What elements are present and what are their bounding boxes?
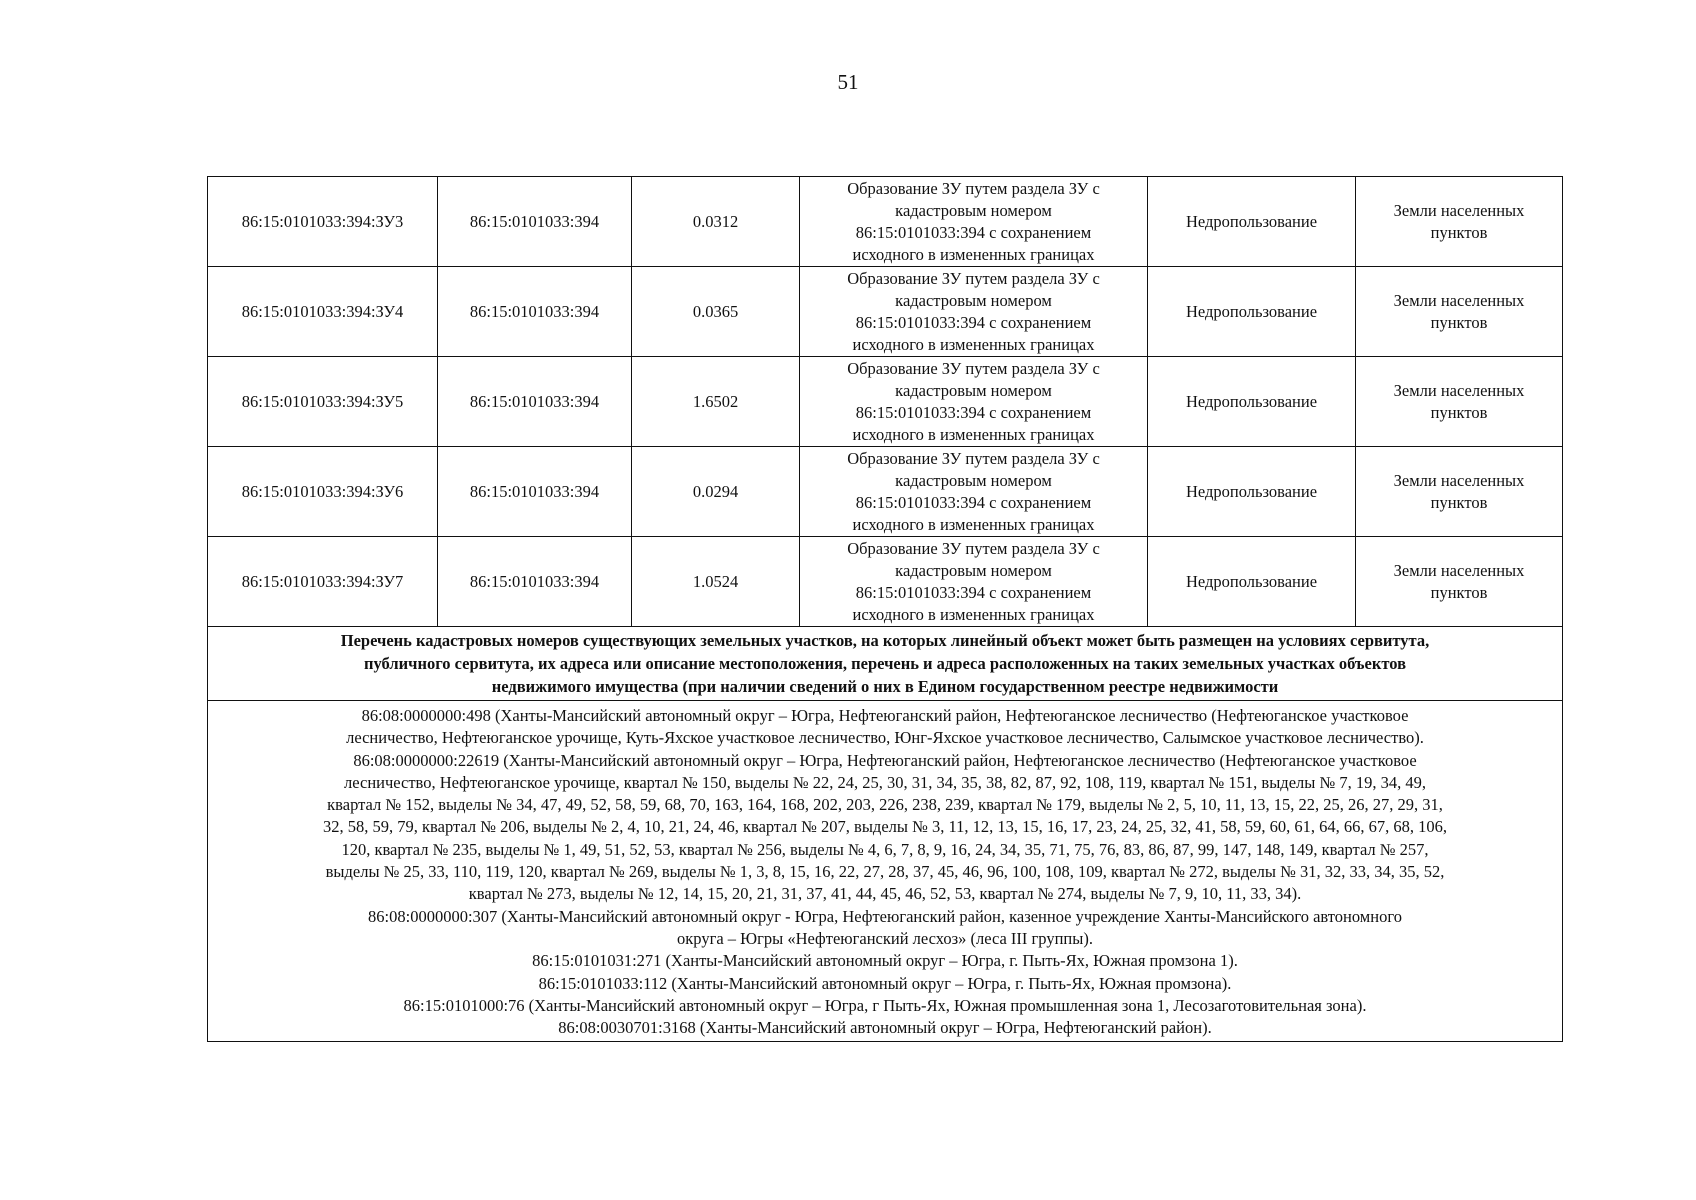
land-category: Земли населенных пунктов: [1356, 267, 1563, 357]
new-plot-number: 86:15:0101033:394:ЗУ3: [208, 177, 438, 267]
land-category: Земли населенных пунктов: [1356, 177, 1563, 267]
servitude-list-row: [208, 701, 1563, 1042]
formation-method-line: исходного в измененных границах: [852, 604, 1095, 624]
servitude-heading: [208, 627, 1563, 701]
land-plot-row: [208, 357, 1563, 447]
formation-method-line: кадастровым номером: [895, 380, 1052, 400]
permitted-use: Недропользование: [1148, 177, 1356, 267]
new-plot-number: 86:15:0101033:394:ЗУ7: [208, 537, 438, 627]
land-plot-row: [208, 267, 1563, 357]
land-plots-table: [207, 176, 1563, 1042]
new-plot-number: 86:15:0101033:394:ЗУ4: [208, 267, 438, 357]
land-plot-row: [208, 447, 1563, 537]
plot-area: 1.0524: [632, 537, 800, 627]
formation-method-line: кадастровым номером: [895, 200, 1052, 220]
servitude-list-line: лесничество, Нефтеюганское урочище, квартал № 150, выделы № 22, 24, 25, 30, 31, 34, 35, 38, 82, 87, 92, 108, 119, квартал № 151, выделы № 7, 19, 34, 49,: [344, 772, 1426, 792]
formation-method-line: кадастровым номером: [895, 290, 1052, 310]
servitude-list-line: 86:15:0101031:271 (Ханты-Мансийский автономный округ – Югра, г. Пыть-Ях, Южная промзона 1).: [532, 951, 1238, 971]
permitted-use: Недропользование: [1148, 267, 1356, 357]
source-plot-number: 86:15:0101033:394: [438, 267, 632, 357]
servitude-list-line: квартал № 152, выделы № 34, 47, 49, 52, 58, 59, 68, 70, 163, 164, 168, 202, 203, 226, 238, 239, квартал № 179, выделы № 2, 5, 10, 11, 13, 15, 22, 25, 26, 27, 29, 31,: [327, 795, 1443, 815]
formation-method: [800, 447, 1148, 537]
servitude-list-line: округа – Югры «Нефтеюганский лесхоз» (леса III группы).: [677, 928, 1093, 948]
land-category: Земли населенных пунктов: [1356, 537, 1563, 627]
plot-area: 0.0294: [632, 447, 800, 537]
formation-method-line: Образование ЗУ путем раздела ЗУ с: [847, 538, 1100, 558]
new-plot-number: 86:15:0101033:394:ЗУ6: [208, 447, 438, 537]
plot-area: 1.6502: [632, 357, 800, 447]
land-category: Земли населенных пунктов: [1356, 357, 1563, 447]
heading-line: недвижимого имущества (при наличии сведений о них в Едином государственном реестре недвижимости: [491, 677, 1279, 696]
formation-method-line: исходного в измененных границах: [852, 334, 1095, 354]
source-plot-number: 86:15:0101033:394: [438, 177, 632, 267]
formation-method-line: Образование ЗУ путем раздела ЗУ с: [847, 358, 1100, 378]
servitude-list-line: 120, квартал № 235, выделы № 1, 49, 51, 52, 53, квартал № 256, выделы № 4, 6, 7, 8, 9, 16, 24, 34, 35, 71, 75, 76, 83, 86, 87, 99, 147, 148, 149, квартал № 257,: [341, 839, 1429, 859]
land-category: Земли населенных пунктов: [1356, 447, 1563, 537]
permitted-use: Недропользование: [1148, 447, 1356, 537]
formation-method-line: исходного в измененных границах: [852, 514, 1095, 534]
land-plot-row: [208, 177, 1563, 267]
source-plot-number: 86:15:0101033:394: [438, 357, 632, 447]
source-plot-number: 86:15:0101033:394: [438, 447, 632, 537]
page-number: 51: [837, 70, 859, 94]
servitude-list-line: выделы № 25, 33, 110, 119, 120, квартал № 269, выделы № 1, 3, 8, 15, 16, 22, 27, 28, 37, 45, 46, 96, 100, 108, 109, квартал № 272, выделы № 31, 32, 33, 34, 35, 52,: [325, 862, 1445, 882]
permitted-use: Недропользование: [1148, 537, 1356, 627]
new-plot-number: 86:15:0101033:394:ЗУ5: [208, 357, 438, 447]
plot-area: 0.0365: [632, 267, 800, 357]
formation-method-line: 86:15:0101033:394 с сохранением: [855, 402, 1092, 422]
permitted-use: Недропользование: [1148, 357, 1356, 447]
formation-method-line: 86:15:0101033:394 с сохранением: [855, 222, 1092, 242]
servitude-list-line: 86:08:0000000:307 (Ханты-Мансийский автономный округ - Югра, Нефтеюганский район, казенное учреждение Ханты-Мансийского автономного: [368, 906, 1402, 926]
heading-line: публичного сервитута, их адреса или описание местоположения, перечень и адреса расположенных на таких земельных участках объектов: [364, 654, 1406, 673]
formation-method: [800, 267, 1148, 357]
formation-method-line: исходного в измененных границах: [852, 244, 1095, 264]
formation-method-line: Образование ЗУ путем раздела ЗУ с: [847, 448, 1100, 468]
servitude-list-line: квартал № 273, выделы № 12, 14, 15, 20, 21, 31, 37, 41, 44, 45, 46, 52, 53, квартал № 274, выделы № 7, 9, 10, 11, 33, 34).: [468, 884, 1302, 904]
servitude-list-line: 86:08:0000000:498 (Ханты-Мансийский автономный округ – Югра, Нефтеюганский район, Нефтеюганское лесничество (Нефтеюганское участковое: [361, 706, 1409, 725]
servitude-list: [208, 701, 1563, 1042]
formation-method-line: исходного в измененных границах: [852, 424, 1095, 444]
servitude-list-line: 86:15:0101000:76 (Ханты-Мансийский автономный округ – Югра, г Пыть-Ях, Южная промышленная зона 1, Лесозаготовительная зона).: [403, 995, 1367, 1015]
formation-method-line: кадастровым номером: [895, 560, 1052, 580]
formation-method-line: 86:15:0101033:394 с сохранением: [855, 492, 1092, 512]
formation-method: [800, 177, 1148, 267]
servitude-heading-row: [208, 627, 1563, 701]
formation-method-line: Образование ЗУ путем раздела ЗУ с: [847, 178, 1100, 198]
formation-method-line: 86:15:0101033:394 с сохранением: [855, 582, 1092, 602]
formation-method-line: 86:15:0101033:394 с сохранением: [855, 312, 1092, 332]
servitude-list-line: 86:15:0101033:112 (Ханты-Мансийский автономный округ – Югра, г. Пыть-Ях, Южная промзона).: [538, 973, 1232, 993]
formation-method-line: кадастровым номером: [895, 470, 1052, 490]
formation-method: [800, 537, 1148, 627]
servitude-list-line: 86:08:0000000:22619 (Ханты-Мансийский автономный округ – Югра, Нефтеюганский район, Нефтеюганское лесничество (Нефтеюганское участковое: [353, 750, 1417, 770]
formation-method: [800, 357, 1148, 447]
servitude-list-line: 32, 58, 59, 79, квартал № 206, выделы № 2, 4, 10, 21, 24, 46, квартал № 207, выделы № 3, 11, 12, 13, 15, 16, 17, 23, 24, 25, 32, 41, 58, 59, 60, 61, 64, 66, 67, 68, 106,: [323, 817, 1447, 837]
formation-method-line: Образование ЗУ путем раздела ЗУ с: [847, 268, 1100, 288]
servitude-list-line: лесничество, Нефтеюганское урочище, Куть-Яхское участковое лесничество, Юнг-Яхское участковое лесничество, Салымское участковое лесничество).: [346, 728, 1424, 748]
plot-area: 0.0312: [632, 177, 800, 267]
servitude-list-line: 86:08:0030701:3168 (Ханты-Мансийский автономный округ – Югра, Нефтеюганский район).: [558, 1018, 1212, 1038]
heading-line: Перечень кадастровых номеров существующих земельных участков, на которых линейный объект может быть размещен на условиях сервитута,: [340, 631, 1430, 650]
source-plot-number: 86:15:0101033:394: [438, 537, 632, 627]
land-plot-row: [208, 537, 1563, 627]
